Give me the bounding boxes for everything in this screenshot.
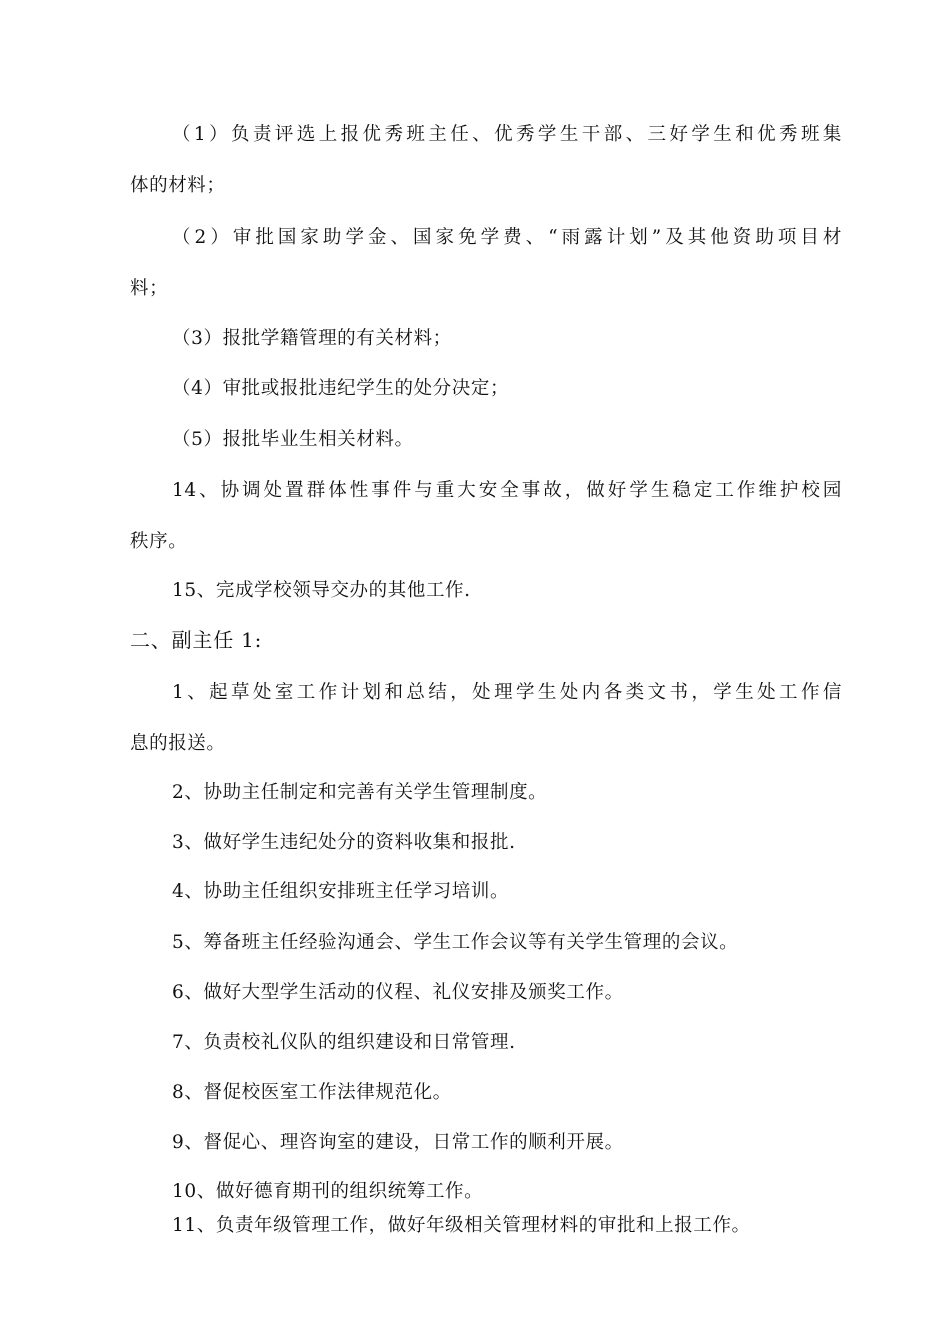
- paragraph-line-4: 料；: [130, 278, 169, 299]
- paragraph-line-17: 5、筹备班主任经验沟通会、学生工作会议等有关学生管理的会议。: [172, 932, 739, 953]
- paragraph-line-1: （1）负责评选上报优秀班主任、优秀学生干部、三好学生和优秀班集: [172, 124, 842, 145]
- paragraph-line-21: 9、督促心、理咨询室的建设，日常工作的顺利开展。: [172, 1132, 624, 1153]
- paragraph-line-20: 8、督促校医室工作法律规范化。: [172, 1082, 452, 1103]
- paragraph-line-5: （3）报批学籍管理的有关材料；: [172, 328, 452, 349]
- paragraph-line-19: 7、负责校礼仪队的组织建设和日常管理.: [172, 1032, 516, 1053]
- paragraph-line-2: 体的材料；: [130, 175, 226, 196]
- paragraph-line-16: 4、协助主任组织安排班主任学习培训。: [172, 881, 510, 902]
- paragraph-line-14: 2、协助主任制定和完善有关学生管理制度。: [172, 782, 548, 803]
- paragraph-line-15: 3、做好学生违纪处分的资料收集和报批.: [172, 832, 516, 853]
- paragraph-line-8: 14、协调处置群体性事件与重大安全事故，做好学生稳定工作维护校园: [172, 480, 842, 501]
- paragraph-line-6: （4）审批或报批违纪学生的处分决定；: [172, 378, 510, 399]
- paragraph-line-3: （2）审批国家助学金、国家免学费、“雨露计划”及其他资助项目材: [172, 227, 842, 248]
- paragraph-line-7: （5）报批毕业生相关材料。: [172, 429, 414, 450]
- section-heading: 二、副主任 1:: [130, 628, 263, 652]
- paragraph-line-13: 息的报送。: [130, 733, 226, 754]
- paragraph-line-10: 15、完成学校领导交办的其他工作.: [172, 580, 471, 601]
- paragraph-line-23: 11、负责年级管理工作，做好年级相关管理材料的审批和上报工作。: [172, 1215, 751, 1236]
- paragraph-line-18: 6、做好大型学生活动的仪程、礼仪安排及颁奖工作。: [172, 982, 624, 1003]
- paragraph-line-9: 秩序。: [130, 531, 188, 552]
- paragraph-line-12: 1、起草处室工作计划和总结，处理学生处内各类文书，学生处工作信: [172, 682, 842, 703]
- paragraph-line-22: 10、做好德育期刊的组织统筹工作。: [172, 1181, 484, 1202]
